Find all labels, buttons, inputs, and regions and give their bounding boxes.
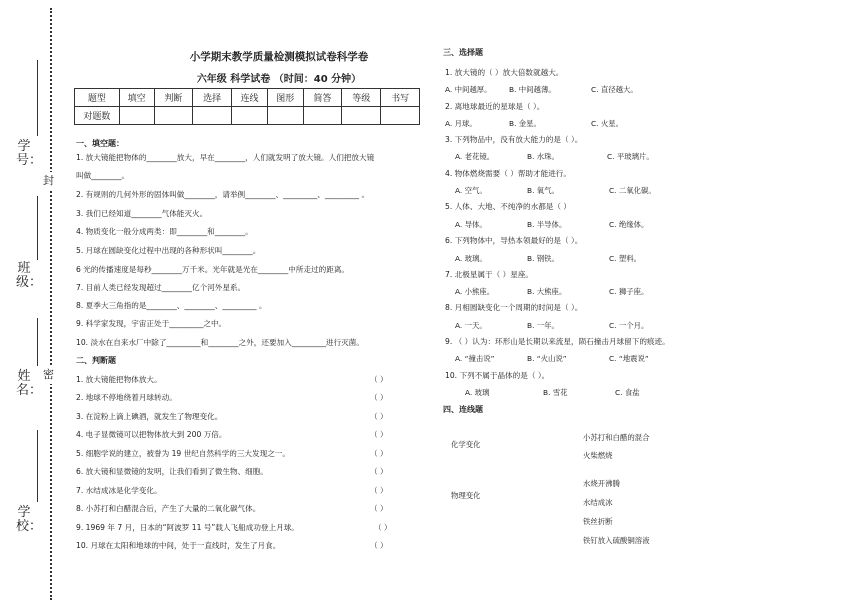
option-c[interactable]: C. 绝缘体。	[609, 220, 649, 229]
question-text: 8. 月相圆缺变化一个周期的时间是（ ）。	[445, 303, 583, 312]
question-text: 4. 物体燃烧需要（ ）帮助才能进行。	[445, 169, 571, 178]
answer-parentheses[interactable]: （ ）	[370, 375, 388, 384]
option-b[interactable]: B. 金星。	[509, 119, 541, 128]
fill-blank-line: 3. 我们已经知道________气体能灭火。	[76, 209, 208, 218]
name-label: 姓名：	[16, 369, 43, 398]
class-label: 班级：	[16, 261, 43, 290]
fill-blank-line: 8. 夏季大三角指的是________、________、_________ 。	[76, 301, 267, 310]
answer-parentheses[interactable]: （ ）	[370, 449, 388, 458]
option-b[interactable]: B. 半导体。	[527, 220, 567, 229]
class-field	[16, 261, 43, 290]
answer-parentheses[interactable]: （ ）	[370, 486, 388, 495]
option-b[interactable]: B. 中间越薄。	[509, 85, 556, 94]
answer-parentheses[interactable]: （ ）	[370, 412, 388, 421]
question-text: 2. 离地球最近的星球是（ ）。	[445, 102, 545, 111]
option-a[interactable]: A. 月球。	[445, 119, 477, 128]
fill-blank-line: 4. 物质变化一般分成两类：即________和________。	[76, 227, 253, 236]
fill-blank-line: 7. 目前人类已经发现超过________亿个河外星系。	[76, 283, 246, 292]
fill-blank-line: 5. 月球在圆缺变化过程中出现的各种形状叫________。	[76, 246, 261, 255]
matching-left-item[interactable]: 化学变化	[451, 440, 481, 449]
option-a[interactable]: A. 玻璃。	[455, 254, 487, 263]
score-input-cell[interactable]	[381, 107, 420, 125]
option-b[interactable]: B. “火山说”	[527, 354, 567, 363]
school-label: 学校：	[16, 505, 43, 534]
true-false-item: 9. 1969 年 7 月，日本的“阿波罗 11 号”载人飞船成功登上月球。	[76, 523, 299, 532]
option-c[interactable]: C. 二氧化碳。	[609, 186, 656, 195]
student-id-field	[16, 139, 43, 168]
matching-right-item[interactable]: 水烧开沸腾	[583, 479, 620, 488]
option-c[interactable]: C. 直径越大。	[591, 85, 638, 94]
score-header-cell: 等级	[342, 89, 381, 107]
binding-margin	[0, 0, 62, 608]
matching-right-item[interactable]: 铁丝折断	[583, 517, 613, 526]
matching-right-item[interactable]: 小苏打和白醋的混合	[583, 433, 650, 442]
question-text: 3. 下列物品中，没有放大能力的是（ ）。	[445, 135, 583, 144]
score-table	[74, 88, 420, 125]
option-a[interactable]: A. 小熊座。	[455, 287, 495, 296]
score-input-cell[interactable]	[267, 107, 303, 125]
matching-right-item[interactable]: 铁钉放入硫酸铜溶液	[583, 536, 650, 545]
fill-blank-line: 10. 淡水在自来水厂中除了_________和________之外，还要加入_________进行灭菌。	[76, 338, 364, 347]
class-underline	[37, 196, 38, 260]
question-text: 5. 人体、大地、不纯净的水都是（ ）	[445, 202, 571, 211]
score-input-cell[interactable]	[193, 107, 232, 125]
fill-blank-line: 1. 放大镜能把物体的________放大，早在________，人们就发明了放大镜。人们把放大镜	[76, 153, 375, 162]
option-b[interactable]: B. 大熊座。	[527, 287, 567, 296]
score-header-cell: 题型	[75, 89, 120, 107]
question-text: 6. 下列物体中，导热本领最好的是（ ）。	[445, 236, 583, 245]
true-false-item: 7. 水结成冰是化学变化。	[76, 486, 162, 495]
score-input-cell[interactable]	[119, 107, 154, 125]
answer-parentheses[interactable]: （ ）	[370, 504, 388, 513]
fill-blank-line: 6 光的传播速度是每秒________万千米。光年就是光在________中所走过的距离。	[76, 265, 350, 274]
score-row-label: 对题数	[75, 107, 120, 125]
matching-heading: 四、连线题	[443, 405, 483, 414]
student-id-label: 学号：	[16, 139, 43, 168]
dotted-seal-line	[50, 8, 52, 600]
name-field	[16, 369, 43, 398]
answer-parentheses[interactable]: （ ）	[370, 393, 388, 402]
option-a[interactable]: A. 玻璃	[465, 388, 490, 397]
score-table-count-row	[75, 107, 420, 125]
score-header-cell: 填空	[119, 89, 154, 107]
score-header-cell: 图形	[267, 89, 303, 107]
option-c[interactable]: C. 塑料。	[609, 254, 642, 263]
score-header-cell: 判断	[154, 89, 193, 107]
question-text: 1. 放大镜的（ ）放大倍数就越大。	[445, 68, 564, 77]
option-b[interactable]: B. 钢铁。	[527, 254, 559, 263]
score-input-cell[interactable]	[232, 107, 268, 125]
true-false-heading: 二、判断题	[76, 356, 116, 365]
student-id-underline	[37, 60, 38, 136]
score-header-cell: 选择	[193, 89, 232, 107]
fill-blank-line: 9. 科学家发现，宇宙正处于_________之中。	[76, 319, 227, 328]
option-b[interactable]: B. 氧气。	[527, 186, 559, 195]
seal-char-feng: 封	[43, 172, 54, 190]
question-text: 7. 北极星属于（ ）星座。	[445, 270, 534, 279]
school-underline	[37, 430, 38, 502]
true-false-item: 2. 地球不停地绕着月球转动。	[76, 393, 177, 402]
option-a[interactable]: A. 中间越厚。	[445, 85, 492, 94]
answer-parentheses[interactable]: （ ）	[370, 430, 388, 439]
option-c[interactable]: C. 平玻璃片。	[607, 152, 654, 161]
matching-right-item[interactable]: 水结成冰	[583, 498, 613, 507]
score-input-cell[interactable]	[303, 107, 342, 125]
true-false-item: 4. 电子显微镜可以把物体放大到 200 万倍。	[76, 430, 227, 439]
fill-blank-heading: 一、填空题：	[76, 139, 124, 148]
matching-left-item[interactable]: 物理变化	[451, 491, 481, 500]
true-false-item: 8. 小苏打和白醋混合后，产生了大量的二氧化碳气体。	[76, 504, 261, 513]
true-false-item: 5. 细胞学说的建立，被誉为 19 世纪自然科学的三大发现之一。	[76, 449, 290, 458]
true-false-item: 3. 在淀粉上滴上碘酒，就发生了物理变化。	[76, 412, 223, 421]
seal-char-mi: 密	[43, 366, 54, 384]
exam-title: 小学期末教学质量检测模拟试卷科学卷	[189, 51, 369, 63]
answer-parentheses[interactable]: （ ）	[374, 523, 392, 532]
answer-parentheses[interactable]: （ ）	[370, 541, 388, 550]
answer-parentheses[interactable]: （ ）	[370, 467, 388, 476]
option-c[interactable]: C. “地震说”	[609, 354, 649, 363]
score-input-cell[interactable]	[154, 107, 193, 125]
option-b[interactable]: B. 雪花	[543, 388, 568, 397]
question-text: 10. 下列不属于晶体的是（ ）。	[445, 371, 550, 380]
option-a[interactable]: A. 导体。	[455, 220, 487, 229]
option-a[interactable]: A. 空气。	[455, 186, 487, 195]
score-input-cell[interactable]	[342, 107, 381, 125]
option-b[interactable]: B. 水珠。	[527, 152, 559, 161]
true-false-item: 1. 放大镜能把物体放大。	[76, 375, 162, 384]
option-a[interactable]: A. 老花镜。	[455, 152, 495, 161]
multiple-choice-heading: 三、选择题	[443, 48, 483, 57]
option-a[interactable]: A. 一天。	[455, 321, 487, 330]
fill-blank-line: 叫做________。	[76, 171, 130, 180]
name-underline	[37, 318, 38, 366]
exam-subtitle: 六年级 科学试卷 （时间：40 分钟）	[196, 74, 362, 85]
option-c[interactable]: C. 狮子座。	[609, 287, 649, 296]
score-header-cell: 书写	[381, 89, 420, 107]
fill-blank-line: 2. 有规则的几何外形的固体叫做________，请举例________、_________、_________ 。	[76, 190, 370, 199]
score-table-header-row	[75, 89, 420, 107]
option-c[interactable]: C. 火星。	[591, 119, 624, 128]
true-false-item: 6. 放大镜和显微镜的发明，让我们看到了微生物、细胞。	[76, 467, 268, 476]
option-a[interactable]: A. “撞击说”	[455, 354, 495, 363]
school-field	[16, 505, 43, 534]
option-c[interactable]: C. 食盐	[615, 388, 640, 397]
option-b[interactable]: B. 一年。	[527, 321, 559, 330]
score-header-cell: 简答	[303, 89, 342, 107]
option-c[interactable]: C. 一个月。	[609, 321, 649, 330]
matching-right-item[interactable]: 火柴燃烧	[583, 451, 613, 460]
true-false-item: 10. 月球在太阳和地球的中间，处于一直线时，发生了月食。	[76, 541, 281, 550]
score-header-cell: 连线	[232, 89, 268, 107]
question-text: 9. （ ）认为：环形山是长期以来流星，陨石撞击月球留下的痕迹。	[445, 337, 670, 346]
